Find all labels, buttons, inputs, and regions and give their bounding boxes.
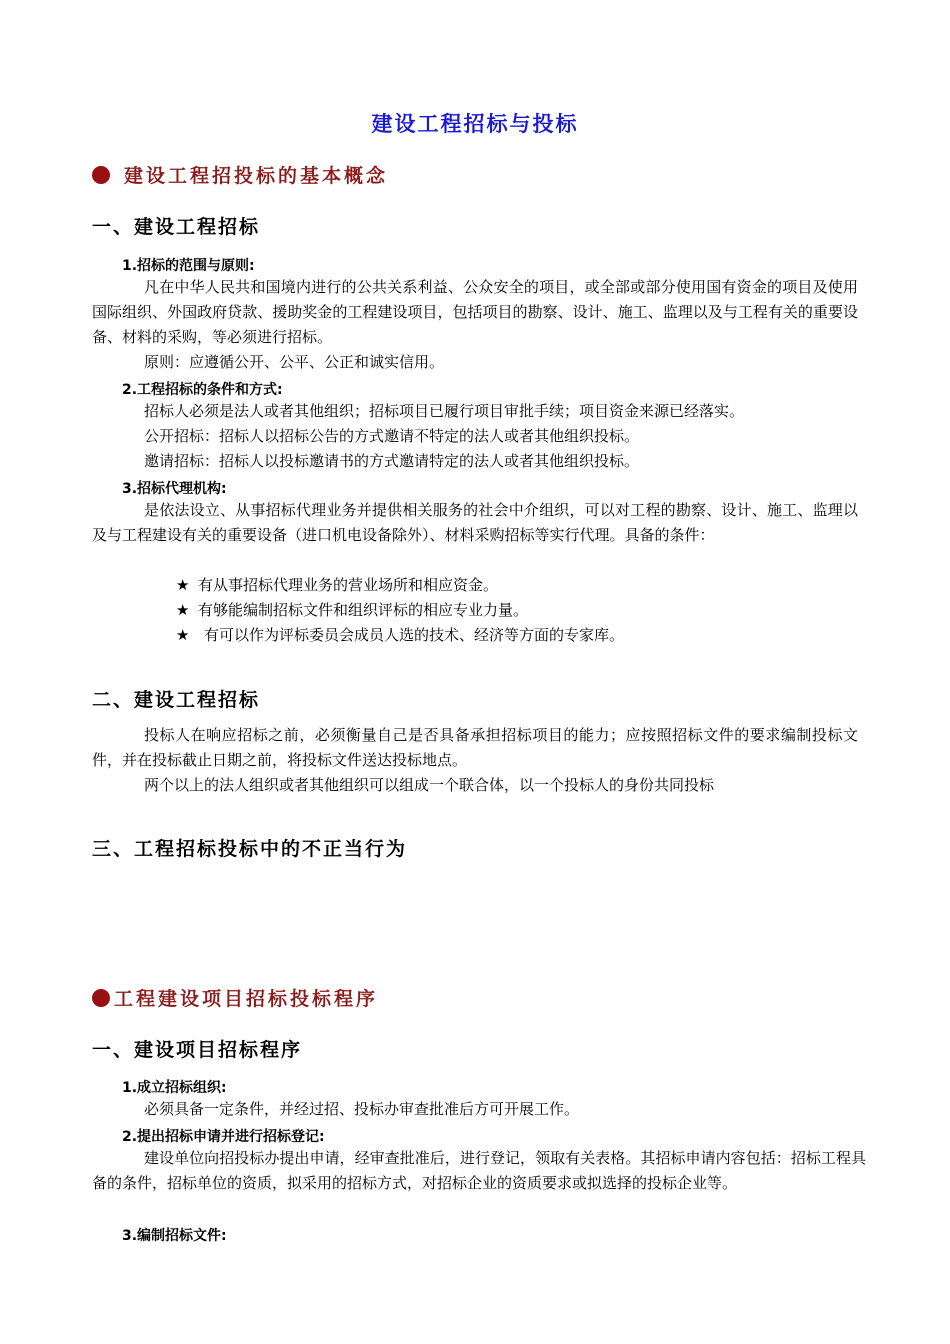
star-item-text: 有够能编制招标文件和组织评标的相应专业力量。	[198, 601, 529, 619]
part2-paragraph2: 两个以上的法人组织或者其他组织可以组成一个联合体，以一个投标人的身份共同投标	[144, 776, 715, 794]
item2-line3: 邀请招标：招标人以投标邀请书的方式邀请特定的法人或者其他组织投标。	[144, 452, 640, 470]
star-list-item	[176, 598, 528, 623]
item2-heading: 2.工程招标的条件和方式:	[122, 382, 283, 398]
red-bullet-icon	[92, 166, 110, 184]
item1-principle: 原则：应遵循公开、公平、公正和诚实信用。	[144, 353, 445, 371]
star-list-item	[176, 623, 624, 648]
proc-item3-heading: 3.编制招标文件:	[122, 1228, 227, 1244]
part2-paragraph1: 投标人在响应招标之前，必须衡量自己是否具备承担招标项目的能力；应按照招标文件的要求编制投标文件，并在投标截止日期之前，将投标文件送达投标地点。	[92, 726, 858, 769]
section-heading-text: 工程建设项目招标投标程序	[114, 988, 379, 1010]
star-item-text: 有从事招标代理业务的营业场所和相应资金。	[198, 576, 499, 594]
heading-part3: 三、工程招标投标中的不正当行为	[92, 838, 408, 860]
item1-heading: 1.招标的范围与原则:	[122, 258, 255, 274]
red-bullet-icon	[92, 989, 110, 1007]
proc-item2-paragraph: 建设单位向招投标办提出申请，经审查批准后，进行登记，领取有关表格。其招标申请内容包括：招标工程具备的条件，招标单位的资质，拟采用的招标方式，对招标企业的资质要求或拟选择的投标企业等。	[92, 1149, 866, 1192]
proc-item1-heading: 1.成立招标组织:	[122, 1080, 227, 1096]
proc-item2-heading: 2.提出招标申请并进行招标登记:	[122, 1129, 325, 1145]
item2-line2: 公开招标：招标人以招标公告的方式邀请不特定的法人或者其他组织投标。	[144, 427, 640, 445]
item1-paragraph: 凡在中华人民共和国境内进行的公共关系利益、公众安全的项目，或全部或部分使用国有资金的项目及使用国际组织、外国政府贷款、援助奖金的工程建设项目，包括项目的勘察、设计、施工、监理以及与工程有关的重要设备、材料的采购，等必须进行招标。	[92, 278, 858, 346]
proc-item1-line: 必须具备一定条件，并经过招、投标办审查批准后方可开展工作。	[144, 1100, 580, 1118]
star-icon: ★	[176, 626, 190, 644]
document-title: 建设工程招标与投标	[371, 111, 579, 136]
star-icon: ★	[176, 576, 190, 594]
heading-part1: 一、建设工程招标	[92, 216, 261, 238]
heading-part2: 二、建设工程招标	[92, 689, 261, 711]
section-heading-text: 建设工程招投标的基本概念	[124, 165, 389, 187]
item3-paragraph: 是依法设立、从事招标代理业务并提供相关服务的社会中介组织，可以对工程的勘察、设计、施工、监理以及与工程建设有关的重要设备（进口机电设备除外）、材料采购招标等实行代理。具备的条件：	[92, 501, 858, 544]
star-item-text: 有可以作为评标委员会成员人选的技术、经济等方面的专家库。	[204, 626, 625, 644]
section-heading-procedure	[92, 984, 378, 1011]
section-heading-basic-concepts	[92, 161, 388, 188]
item2-line1: 招标人必须是法人或者其他组织；招标项目已履行项目审批手续；项目资金来源已经落实。	[144, 402, 745, 420]
star-list-item	[176, 573, 498, 598]
heading-procedure-part1: 一、建设项目招标程序	[92, 1039, 303, 1061]
star-icon: ★	[176, 601, 190, 619]
item3-heading: 3.招标代理机构:	[122, 481, 227, 497]
